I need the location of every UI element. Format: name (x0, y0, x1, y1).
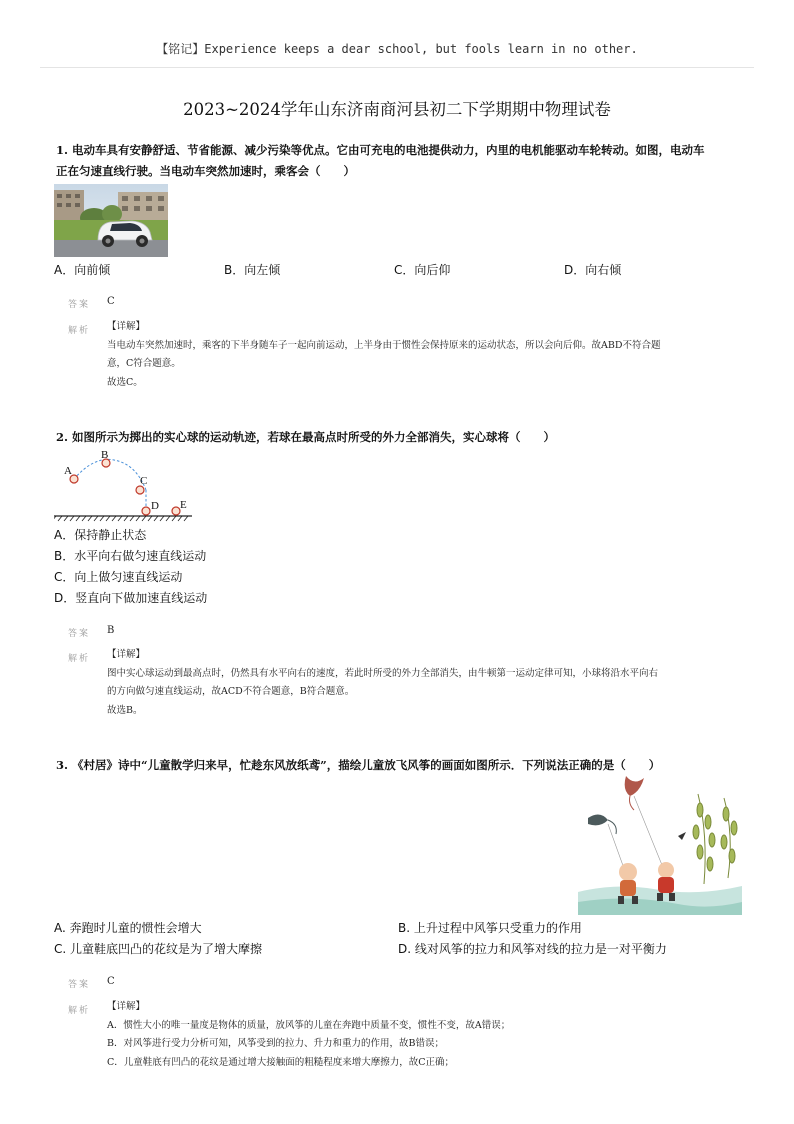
label-d: D (151, 500, 159, 512)
label-b: B (101, 449, 109, 461)
label-c: C (140, 475, 148, 487)
question-3-option-a: A. 奔跑时儿童的惯性会增大 (54, 921, 202, 935)
question-1-detail (107, 318, 727, 392)
question-1-answer-label: 答案 (68, 300, 91, 310)
question-2-detail-line-3: 故选B。 (107, 704, 143, 716)
question-2-answer: B (107, 625, 115, 636)
question-1-detail-line-2: 意，C符合题意。 (107, 358, 181, 369)
question-3-detail-line-3: C．儿童鞋底有凹凸的花纹是通过增大接触面的粗糙程度来增大摩擦力，故C正确； (107, 1056, 455, 1068)
kite-flying-children-illustration (578, 774, 742, 915)
question-1-option-a: A．向前倾 (54, 263, 111, 277)
question-1-detail-line-3: 故选C。 (107, 376, 143, 388)
question-3-detail-line-2: B．对风筝进行受力分析可知，风筝受到的拉力、升力和重力的作用，故B错误； (107, 1038, 444, 1049)
question-2-option-b: B．水平向右做匀速直线运动 (54, 549, 207, 563)
question-3-detail-line-1: A．惯性大小的唯一量度是物体的质量，放风筝的儿童在奔跑中质量不变，惯性不变，故A错误； (107, 1019, 511, 1031)
question-3-detail-tag: 【详解】 (107, 1001, 146, 1012)
question-2-detail-line-1: 图中实心球运动到最高点时，仍然具有水平向右的速度，若此时所受的外力全部消失，由牛顿第一运动定律可知，小球将沿水平向右 (107, 667, 659, 679)
question-1-option-c: C．向后仰 (394, 263, 451, 277)
question-1-analysis-label: 解析 (68, 326, 91, 336)
question-1-stem-line-2: 正在匀速直线行驶。当电动车突然加速时，乘客会（ ） (56, 164, 355, 178)
question-2-detail-line-2: 的方向做匀速直线运动，故ACD不符合题意，B符合题意。 (107, 686, 355, 697)
question-2-analysis-label: 解析 (68, 654, 91, 664)
header-divider (40, 67, 754, 68)
question-3-analysis-label: 解析 (68, 1006, 91, 1016)
question-1-detail-tag: 【详解】 (107, 321, 146, 332)
question-2-answer-label: 答案 (68, 629, 91, 639)
question-3-stem: 3. 《村居》诗中“儿童散学归来早，忙趁东风放纸鸢”，描绘儿童放飞风筝的画面如图所示．下列说法正确的是（ ） (56, 758, 661, 772)
ball-position-d (142, 507, 150, 515)
question-3-answer: C (107, 976, 115, 987)
question-3-option-d: D. 线对风筝的拉力和风筝对线的拉力是一对平衡力 (398, 942, 667, 956)
electric-car-photo (54, 184, 168, 257)
question-2-option-d: D．竖直向下做加速直线运动 (54, 591, 208, 605)
label-a: A (64, 465, 72, 477)
question-3-option-c: C. 儿童鞋底凹凸的花纹是为了增大摩擦 (54, 942, 263, 956)
question-1-option-d: D．向右倾 (564, 263, 622, 277)
question-3-detail (107, 998, 727, 1072)
question-2-detail-tag: 【详解】 (107, 649, 146, 660)
motto-header: 【铭记】Experience keeps a dear school, but fools learn in no other. (156, 42, 638, 56)
question-2-option-a: A．保持静止状态 (54, 528, 147, 542)
page-title: 2023~2024学年山东济南商河县初二下学期期中物理试卷 (183, 100, 611, 119)
question-3-answer-label: 答案 (68, 980, 91, 990)
question-1-stem (56, 140, 756, 182)
label-e: E (180, 499, 187, 511)
question-2-stem: 2. 如图所示为掷出的实心球的运动轨迹，若球在最高点时所受的外力全部消失，实心球将（ ） (56, 430, 556, 444)
ball-trajectory-figure (54, 446, 196, 522)
question-1-detail-line-1: 当电动车突然加速时，乘客的下半身随车子一起向前运动，上半身由于惯性会保持原来的运动状态，所以会向后仰。故ABD不符合题 (107, 339, 661, 351)
question-1-answer: C (107, 296, 115, 307)
question-2-detail (107, 646, 727, 720)
ground-hatching (54, 516, 188, 521)
question-1-option-b: B．向左倾 (224, 263, 281, 277)
ball-position-e (172, 507, 180, 515)
question-3-option-b: B. 上升过程中风筝只受重力的作用 (398, 921, 582, 935)
ball-position-c (136, 486, 144, 494)
question-2-option-c: C．向上做匀速直线运动 (54, 570, 183, 584)
question-1-stem-line-1: 1. 电动车具有安静舒适、节省能源、减少污染等优点。它由可充电的电池提供动力，内里的电机能驱动车轮转动。如图，电动车 (56, 143, 705, 157)
